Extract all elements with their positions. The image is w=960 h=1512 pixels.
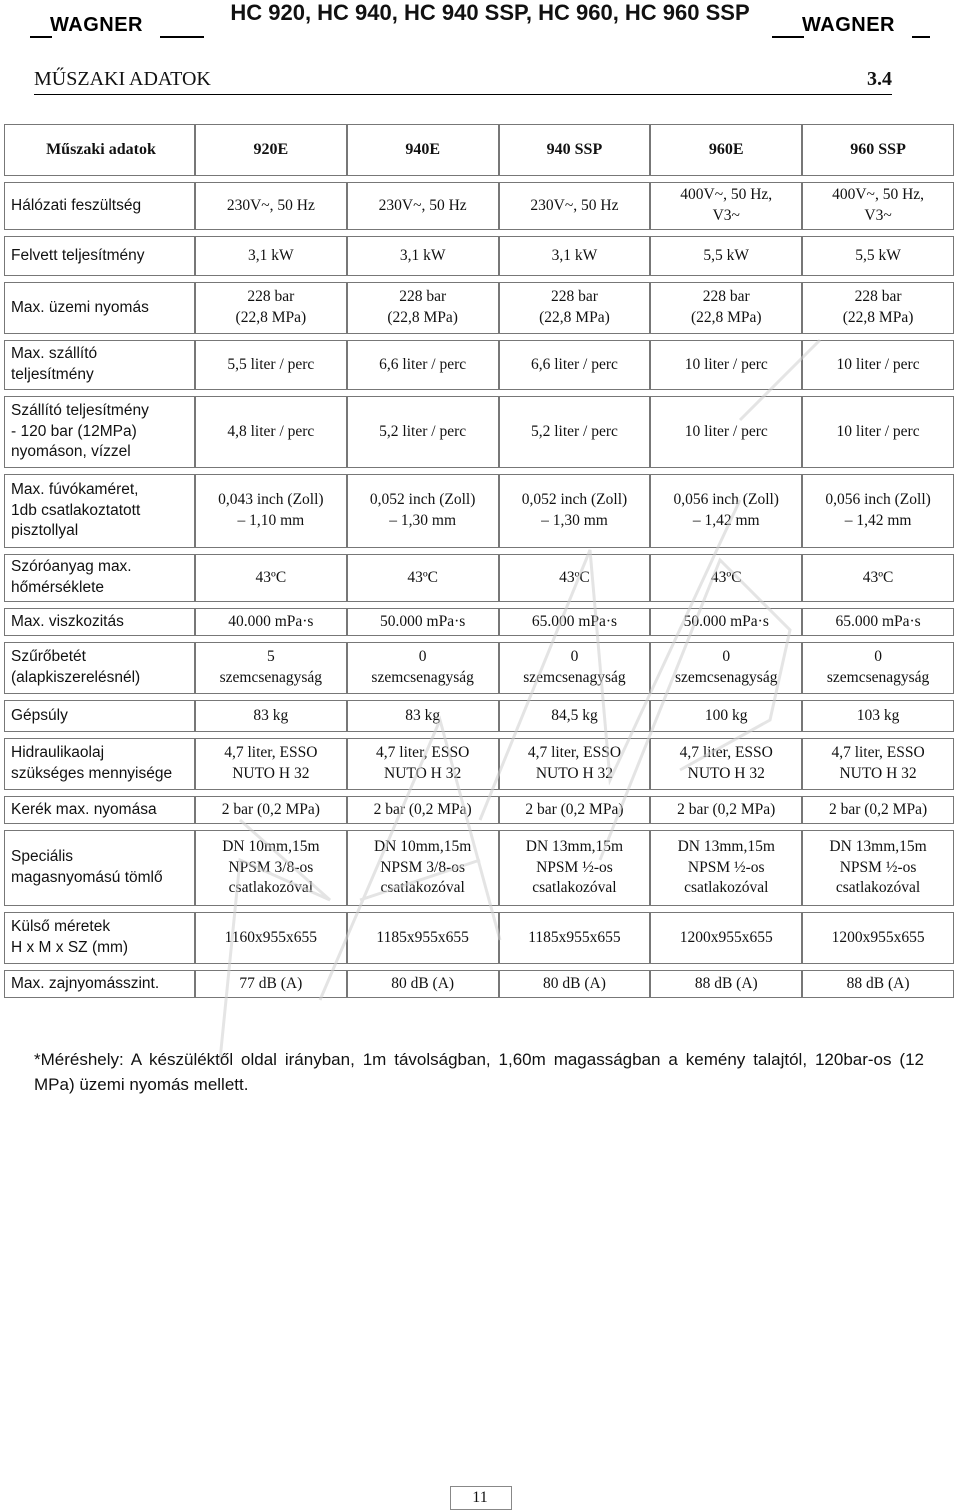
cell-line: DN 13mm,15m: [677, 837, 775, 855]
cell-line: 88 dB (A): [846, 974, 910, 992]
table-cell: [347, 396, 499, 468]
table-row: [4, 796, 954, 824]
page-number: 11: [472, 1489, 488, 1506]
row-label-line: Külső méretek: [11, 918, 111, 936]
row-label-line: - 120 bar (12MPa): [11, 422, 137, 440]
cell-line: 3,1 kW: [551, 246, 598, 264]
table-cell: [650, 642, 802, 694]
table-cell: [195, 236, 347, 276]
table-cell: [650, 970, 802, 998]
cell-line: 50.000 mPa·s: [380, 612, 466, 630]
cell-line: 2 bar (0,2 MPa): [373, 800, 472, 818]
cell-line: 0,056 inch (Zoll): [673, 491, 779, 509]
cell-line: 5,5 liter / perc: [227, 355, 315, 373]
cell-line: NPSM ½-os: [687, 858, 765, 876]
cell-line: 43ºC: [862, 568, 894, 586]
cell-line: 10 liter / perc: [684, 355, 768, 373]
cell-line: (22,8 MPa): [842, 309, 914, 326]
table-cell: [499, 182, 651, 230]
cell-line: 6,6 liter / perc: [530, 355, 618, 373]
table-cell: [802, 738, 954, 790]
cell-line: 4,7 liter, ESSO: [376, 744, 470, 762]
row-label-line: Speciális: [11, 848, 74, 866]
cell-line: 2 bar (0,2 MPa): [525, 800, 624, 818]
table-row: [4, 282, 954, 334]
cell-line: 0,056 inch (Zoll): [825, 491, 931, 509]
table-cell: [347, 970, 499, 998]
row-label-line: szükséges mennyisége: [11, 765, 173, 782]
table-cell: [650, 474, 802, 548]
cell-line: 400V~, 50 Hz,: [832, 186, 925, 204]
row-label-line: 1db csatlakoztatott: [11, 501, 141, 519]
cell-line: 3,1 kW: [399, 246, 446, 264]
cell-line: 5,5 kW: [703, 246, 750, 264]
table-cell: [802, 474, 954, 548]
cell-line: 228 bar: [702, 288, 750, 306]
cell-line: 5: [266, 648, 275, 666]
cell-line: 0: [874, 648, 882, 666]
row-label: [4, 642, 195, 694]
row-label: [4, 182, 195, 230]
cell-line: NUTO H 32: [687, 765, 765, 782]
cell-line: NPSM 3/8-os: [380, 858, 466, 876]
row-label-line: Felvett teljesítmény: [11, 246, 145, 264]
table-row: [4, 738, 954, 790]
table-cell: [195, 396, 347, 468]
row-label-line: hőmérséklete: [11, 579, 105, 596]
cell-line: 4,7 liter, ESSO: [831, 744, 925, 762]
row-label: [4, 970, 195, 998]
cell-line: 100 kg: [704, 706, 748, 724]
row-label: [4, 340, 195, 390]
table-row: [4, 340, 954, 390]
cell-line: DN 13mm,15m: [525, 837, 624, 855]
table-row: [4, 396, 954, 468]
table-cell: [499, 396, 651, 468]
cell-line: szemcsenagyság: [523, 669, 626, 686]
cell-line: V3~: [864, 207, 892, 224]
row-label-line: Gépsúly: [11, 706, 68, 724]
row-label: [4, 700, 195, 732]
table-row: [4, 970, 954, 998]
row-label-line: Szállító teljesítmény: [11, 401, 149, 419]
cell-line: 2 bar (0,2 MPa): [828, 800, 928, 818]
cell-line: 228 bar: [550, 288, 598, 306]
table-cell: [650, 796, 802, 824]
cell-line: 50.000 mPa·s: [683, 612, 769, 630]
header-title: HC 920, HC 940, HC 940 SSP, HC 960, HC 960 SSP: [230, 0, 750, 25]
table-cell: [499, 340, 651, 390]
table-cell: [802, 236, 954, 276]
table-cell: [802, 282, 954, 334]
cell-line: (22,8 MPa): [690, 309, 762, 326]
cell-line: 1185x955x655: [528, 928, 621, 946]
cell-line: NUTO H 32: [535, 765, 614, 782]
table-cell: [195, 642, 347, 694]
table-row: [4, 236, 954, 276]
cell-line: NPSM ½-os: [536, 858, 613, 876]
row-label: [4, 474, 195, 548]
table-row: [4, 608, 954, 636]
table-cell: [650, 700, 802, 732]
table-cell: [195, 796, 347, 824]
cell-line: 43ºC: [407, 568, 438, 586]
cell-line: – 1,42 mm: [692, 512, 760, 529]
table-header-row: [4, 124, 954, 176]
row-label: [4, 396, 195, 468]
row-label-line: pisztollyal: [11, 522, 79, 540]
cell-line: 83 kg: [405, 706, 441, 724]
cell-line: 77 dB (A): [239, 974, 303, 992]
cell-line: 228 bar: [247, 288, 295, 306]
table-row: [4, 182, 954, 230]
row-label-line: Hidraulikaolaj: [11, 744, 105, 762]
table-cell: [802, 970, 954, 998]
cell-line: 2 bar (0,2 MPa): [221, 800, 320, 818]
header-rule-right: [912, 36, 930, 38]
table-cell: [802, 642, 954, 694]
cell-line: csatlakozóval: [835, 879, 921, 897]
header-cell: 940E: [347, 124, 499, 176]
table-cell: [650, 830, 802, 906]
table-cell: [499, 554, 651, 602]
cell-line: 5,2 liter / perc: [530, 422, 618, 440]
row-label-line: Hálózati feszültség: [11, 196, 142, 214]
cell-line: 6,6 liter / perc: [379, 355, 467, 373]
table-cell: [347, 554, 499, 602]
table-row: [4, 554, 954, 602]
table-cell: [802, 396, 954, 468]
cell-line: 43ºC: [559, 568, 590, 586]
cell-line: 4,7 liter, ESSO: [679, 744, 773, 762]
table-cell: [195, 340, 347, 390]
cell-line: NUTO H 32: [839, 765, 917, 782]
row-label: [4, 282, 195, 334]
cell-line: DN 10mm,15m: [222, 837, 320, 855]
cell-line: 103 kg: [856, 706, 900, 724]
cell-line: 10 liter / perc: [836, 355, 920, 373]
header-rule-left: [30, 36, 52, 38]
table-row: [4, 700, 954, 732]
row-label: [4, 830, 195, 906]
table-cell: [195, 912, 347, 964]
table-cell: [195, 608, 347, 636]
wagner-logo-right: WAGNER: [802, 14, 895, 36]
table-cell: [650, 554, 802, 602]
table-cell: [195, 182, 347, 230]
table-cell: [195, 830, 347, 906]
cell-line: 230V~, 50 Hz: [530, 196, 619, 214]
header-rule-right-inner: [772, 36, 804, 38]
cell-line: 1160x955x655: [224, 928, 318, 946]
row-label-line: H x M x SZ (mm): [11, 939, 129, 956]
cell-line: 65.000 mPa·s: [835, 612, 921, 630]
table-cell: [347, 474, 499, 548]
header-cell: 960 SSP: [802, 124, 954, 176]
header-cell: Műszaki adatok: [4, 124, 195, 176]
row-label-line: Kerék max. nyomása: [11, 800, 157, 818]
cell-line: 0: [722, 648, 731, 666]
row-label-line: (alapkiszerelésnél): [11, 669, 141, 686]
table-cell: [802, 554, 954, 602]
table-cell: [499, 236, 651, 276]
cell-line: 10 liter / perc: [836, 422, 920, 440]
cell-line: 2 bar (0,2 MPa): [677, 800, 776, 818]
cell-line: 5,5 kW: [855, 246, 901, 264]
table-cell: [802, 340, 954, 390]
row-label-line: Max. szállító: [11, 345, 98, 363]
cell-line: 65.000 mPa·s: [531, 612, 618, 630]
cell-line: 0,043 inch (Zoll): [218, 491, 324, 509]
table-cell: [195, 282, 347, 334]
table-cell: [499, 608, 651, 636]
row-label-line: Szóróanyag max.: [11, 558, 132, 576]
header-rule-left-inner: [160, 36, 204, 38]
row-label-line: Max. fúvókaméret,: [11, 480, 139, 498]
table-row: [4, 474, 954, 548]
row-label-line: teljesítmény: [11, 366, 94, 383]
table-cell: [195, 970, 347, 998]
row-label-line: Max. üzemi nyomás: [11, 298, 149, 316]
table-cell: [499, 282, 651, 334]
table-row: [4, 830, 954, 906]
table-cell: [802, 182, 954, 230]
table-cell: [499, 912, 651, 964]
row-label-line: Max. zajnyomásszint.: [11, 974, 160, 992]
table-cell: [195, 700, 347, 732]
page-header: [0, 0, 960, 44]
table-row: [4, 912, 954, 964]
cell-line: DN 13mm,15m: [829, 837, 927, 855]
cell-line: csatlakozóval: [532, 879, 617, 897]
cell-line: csatlakozóval: [228, 879, 314, 897]
cell-line: 4,7 liter, ESSO: [527, 744, 622, 762]
cell-line: szemcsenagyság: [371, 669, 474, 686]
cell-line: V3~: [712, 207, 740, 224]
header-cell: 960E: [650, 124, 802, 176]
cell-line: 230V~, 50 Hz: [378, 196, 467, 214]
cell-line: 400V~, 50 Hz,: [680, 186, 773, 204]
row-label: [4, 738, 195, 790]
section-heading: [34, 68, 892, 95]
measurement-note: *Méréshely: A készüléktől oldal irányban, 1m távolságban, 1,60m magasságban a kemény talajtól, 120bar-os (12 MPa) üzemi nyomás mellett.: [34, 1050, 924, 1094]
cell-line: – 1,30 mm: [541, 512, 608, 529]
cell-line: 88 dB (A): [694, 974, 758, 992]
table-cell: [650, 738, 802, 790]
table-cell: [802, 608, 954, 636]
cell-line: DN 10mm,15m: [373, 837, 472, 855]
cell-line: 80 dB (A): [391, 974, 455, 992]
cell-line: 1200x955x655: [679, 928, 773, 946]
cell-line: csatlakozóval: [380, 879, 465, 897]
table-cell: [650, 608, 802, 636]
header-cell: 920E: [195, 124, 347, 176]
table-cell: [802, 700, 954, 732]
table-row: [4, 642, 954, 694]
cell-line: 10 liter / perc: [684, 422, 768, 440]
table-cell: [347, 182, 499, 230]
table-cell: [347, 700, 499, 732]
table-cell: [195, 554, 347, 602]
cell-line: 0: [570, 648, 579, 666]
table-cell: [499, 830, 651, 906]
table-cell: [650, 236, 802, 276]
cell-line: szemcsenagyság: [826, 669, 930, 686]
row-label-line: Max. viszkozitás: [11, 612, 124, 630]
cell-line: – 1,42 mm: [844, 512, 912, 529]
cell-line: 83 kg: [253, 706, 289, 724]
row-label-line: Szűrőbetét: [11, 648, 86, 666]
table-cell: [195, 474, 347, 548]
cell-line: NUTO H 32: [232, 765, 310, 782]
cell-line: 4,7 liter, ESSO: [224, 744, 318, 762]
table-cell: [650, 340, 802, 390]
table-cell: [499, 970, 651, 998]
cell-line: 0: [418, 648, 427, 666]
cell-line: csatlakozóval: [684, 879, 769, 897]
cell-line: NPSM 3/8-os: [228, 858, 314, 876]
spec-table: [4, 118, 954, 1004]
cell-line: 228 bar: [854, 288, 902, 306]
table-cell: [347, 830, 499, 906]
table-cell: [347, 642, 499, 694]
cell-line: 1200x955x655: [831, 928, 925, 946]
cell-line: 228 bar: [399, 288, 447, 306]
cell-line: 40.000 mPa·s: [228, 612, 314, 630]
table-cell: [650, 282, 802, 334]
row-label-line: magasnyomású tömlő: [11, 869, 163, 886]
cell-line: – 1,30 mm: [389, 512, 457, 529]
wagner-logo-left: WAGNER: [50, 14, 143, 36]
row-label: [4, 236, 195, 276]
cell-line: 4,8 liter / perc: [227, 422, 315, 440]
table-cell: [499, 738, 651, 790]
table-cell: [347, 796, 499, 824]
table-cell: [347, 236, 499, 276]
table-cell: [499, 474, 651, 548]
cell-line: 5,2 liter / perc: [379, 422, 467, 440]
header-cell: 940 SSP: [499, 124, 651, 176]
row-label: [4, 554, 195, 602]
cell-line: szemcsenagyság: [219, 669, 323, 686]
table-cell: [802, 830, 954, 906]
cell-line: NPSM ½-os: [839, 858, 917, 876]
row-label: [4, 912, 195, 964]
table-cell: [347, 912, 499, 964]
row-label: [4, 608, 195, 636]
table-cell: [347, 608, 499, 636]
cell-line: (22,8 MPa): [539, 309, 610, 326]
table-cell: [499, 642, 651, 694]
table-cell: [347, 340, 499, 390]
cell-line: 0,052 inch (Zoll): [369, 491, 476, 509]
cell-line: 43ºC: [255, 568, 287, 586]
table-cell: [347, 282, 499, 334]
table-cell: [802, 796, 954, 824]
row-label-line: nyomáson, vízzel: [11, 443, 131, 461]
cell-line: 3,1 kW: [248, 246, 294, 264]
cell-line: – 1,10 mm: [237, 512, 305, 529]
table-cell: [499, 700, 651, 732]
table-cell: [499, 796, 651, 824]
cell-line: (22,8 MPa): [387, 309, 458, 326]
cell-line: NUTO H 32: [384, 765, 462, 782]
table-cell: [347, 738, 499, 790]
table-cell: [650, 396, 802, 468]
cell-line: 230V~, 50 Hz: [226, 196, 315, 214]
table-cell: [195, 738, 347, 790]
section-title: MŰSZAKI ADATOK: [34, 68, 211, 90]
section-number: 3.4: [867, 68, 892, 90]
row-label: [4, 796, 195, 824]
table-cell: [650, 912, 802, 964]
cell-line: szemcsenagyság: [675, 669, 778, 686]
cell-line: 80 dB (A): [543, 974, 606, 992]
cell-line: 84,5 kg: [551, 706, 598, 724]
table-cell: [650, 182, 802, 230]
cell-line: (22,8 MPa): [235, 309, 307, 326]
table-cell: [802, 912, 954, 964]
cell-line: 1185x955x655: [376, 928, 469, 946]
cell-line: 0,052 inch (Zoll): [521, 491, 628, 509]
cell-line: 43ºC: [710, 568, 742, 586]
